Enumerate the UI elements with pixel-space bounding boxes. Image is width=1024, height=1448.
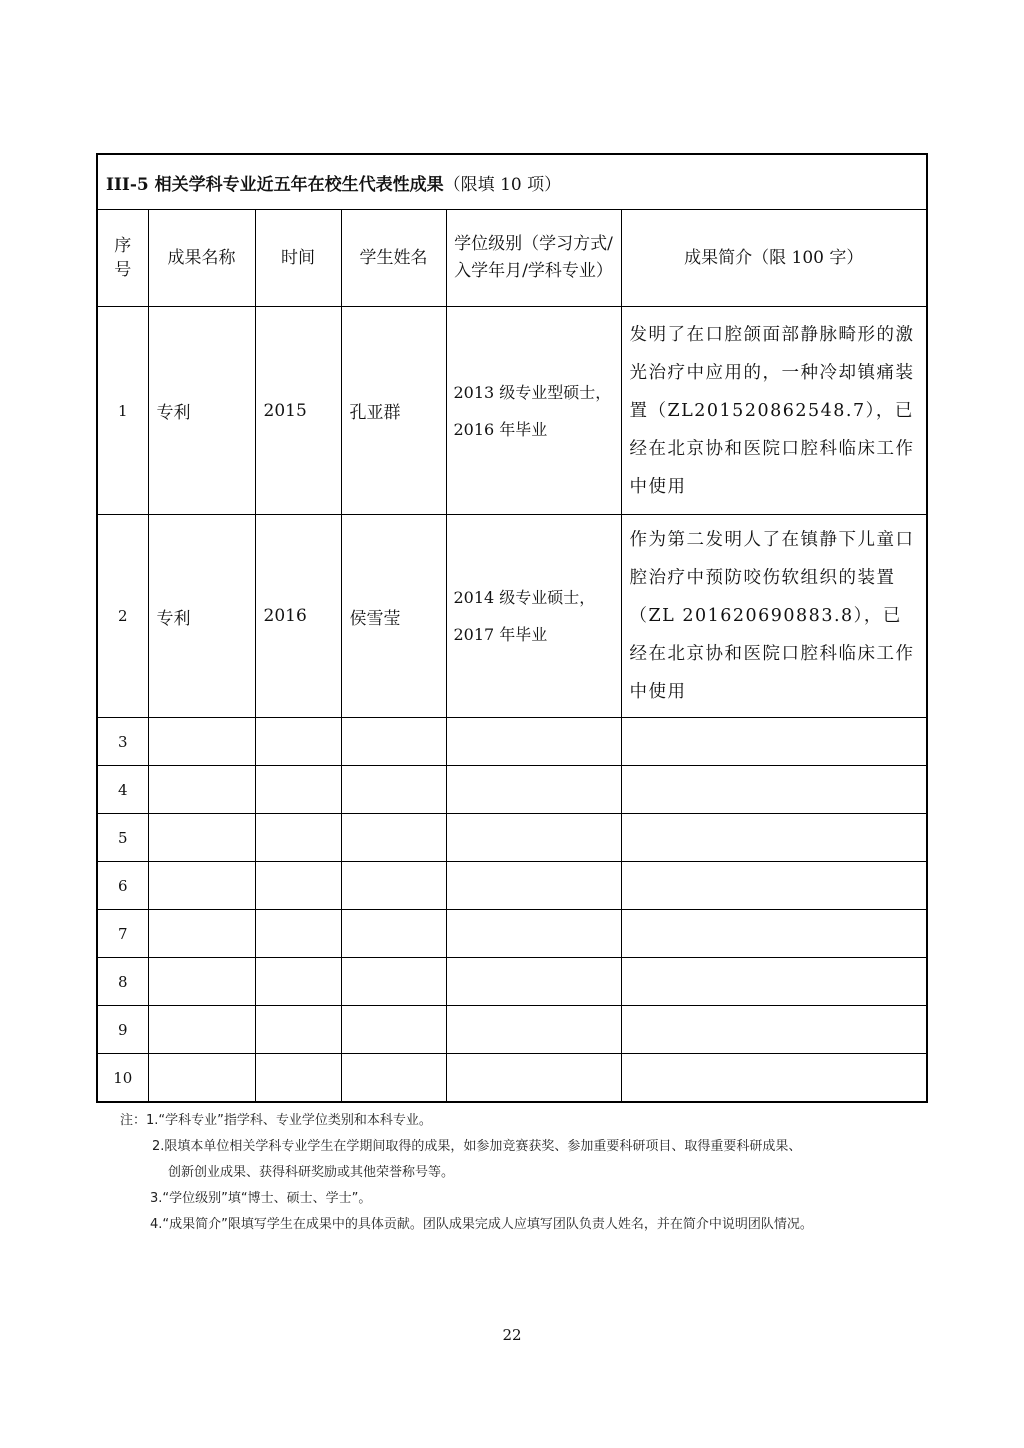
row-summary: [621, 718, 927, 766]
row-time: [255, 862, 341, 910]
row-student: [341, 1054, 446, 1103]
achievements-table: [96, 153, 928, 1103]
row-name: [148, 862, 255, 910]
footnote-4: 4.“成果简介”限填写学生在成果中的具体贡献。团队成果完成人应填写团队负责人姓名，并在简介中说明团队情况。: [150, 1217, 813, 1232]
footnotes: [120, 1108, 910, 1238]
header-name: 成果名称: [148, 210, 255, 307]
row-name: [148, 1006, 255, 1054]
row-summary: [621, 910, 927, 958]
row-degree: [446, 862, 621, 910]
row-num: 6: [97, 862, 148, 910]
row-degree: [446, 1006, 621, 1054]
row-degree: [446, 718, 621, 766]
table-row: [97, 1006, 927, 1054]
header-num: 序号: [97, 210, 148, 307]
row-student: [341, 958, 446, 1006]
row-student: [341, 766, 446, 814]
row-name: 专利: [148, 307, 255, 515]
row-num: 10: [97, 1054, 148, 1103]
table-title-main: III-5 相关学科专业近五年在校生代表性成果: [106, 174, 444, 195]
row-name: [148, 718, 255, 766]
row-time: [255, 1054, 341, 1103]
header-summary: 成果简介（限 100 字）: [621, 210, 927, 307]
table-title-row: [97, 154, 927, 210]
table-row: [97, 1054, 927, 1103]
row-num: 9: [97, 1006, 148, 1054]
row-time: 2015: [255, 307, 341, 515]
row-summary: 发明了在口腔颌面部静脉畸形的激光治疗中应用的，一种冷却镇痛装置（ZL201520862548.7），已经在北京协和医院口腔科临床工作中使用: [621, 307, 927, 515]
row-name: [148, 814, 255, 862]
header-time: 时间: [255, 210, 341, 307]
table-row: [97, 766, 927, 814]
row-num: 3: [97, 718, 148, 766]
table-row: [97, 862, 927, 910]
table-row: [97, 814, 927, 862]
row-name: [148, 958, 255, 1006]
row-student: [341, 910, 446, 958]
table-header-row: [97, 210, 927, 307]
row-degree: [446, 766, 621, 814]
footnote-2: 2.限填本单位相关学科专业学生在学期间取得的成果，如参加竞赛获奖、参加重要科研项目、取得重要科研成果、: [152, 1139, 802, 1154]
row-time: [255, 1006, 341, 1054]
row-degree: [446, 958, 621, 1006]
row-name: [148, 1054, 255, 1103]
page-number: 22: [502, 1326, 522, 1344]
row-time: [255, 766, 341, 814]
row-name: [148, 910, 255, 958]
table-row: [97, 958, 927, 1006]
row-student: [341, 814, 446, 862]
row-num: 1: [97, 307, 148, 515]
row-name: [148, 766, 255, 814]
row-degree: 2014 级专业硕士，2017 年毕业: [446, 515, 621, 718]
header-student: 学生姓名: [341, 210, 446, 307]
table-title: [97, 154, 927, 210]
row-degree: [446, 1054, 621, 1103]
row-time: [255, 958, 341, 1006]
row-time: [255, 910, 341, 958]
row-student: [341, 1006, 446, 1054]
row-degree: [446, 910, 621, 958]
table-row: [97, 910, 927, 958]
row-num: 7: [97, 910, 148, 958]
table-title-note: （限填 10 项）: [443, 174, 562, 195]
table-row: [97, 718, 927, 766]
footnote-2-continued: 创新创业成果、获得科研奖励或其他荣誉称号等。: [168, 1165, 455, 1180]
row-name: 专利: [148, 515, 255, 718]
row-summary: 作为第二发明人了在镇静下儿童口腔治疗中预防咬伤软组织的装置（ZL 201620690883.8），已经在北京协和医院口腔科临床工作中使用: [621, 515, 927, 718]
row-summary: [621, 814, 927, 862]
row-summary: [621, 766, 927, 814]
footnote-3: 3.“学位级别”填“博士、硕士、学士”。: [150, 1191, 372, 1206]
row-summary: [621, 1054, 927, 1103]
row-time: 2016: [255, 515, 341, 718]
table-row: [97, 515, 927, 718]
row-degree: 2013 级专业型硕士，2016 年毕业: [446, 307, 621, 515]
row-student: 侯雪莹: [341, 515, 446, 718]
row-num: 5: [97, 814, 148, 862]
row-summary: [621, 1006, 927, 1054]
row-degree: [446, 814, 621, 862]
header-degree: 学位级别（学习方式/入学年月/学科专业）: [446, 210, 621, 307]
footnote-1: 注：1.“学科专业”指学科、专业学位类别和本科专业。: [120, 1113, 432, 1128]
row-summary: [621, 958, 927, 1006]
row-student: 孔亚群: [341, 307, 446, 515]
row-num: 2: [97, 515, 148, 718]
row-time: [255, 814, 341, 862]
row-num: 4: [97, 766, 148, 814]
row-summary: [621, 862, 927, 910]
row-student: [341, 862, 446, 910]
row-time: [255, 718, 341, 766]
row-num: 8: [97, 958, 148, 1006]
row-student: [341, 718, 446, 766]
table-row: [97, 307, 927, 515]
